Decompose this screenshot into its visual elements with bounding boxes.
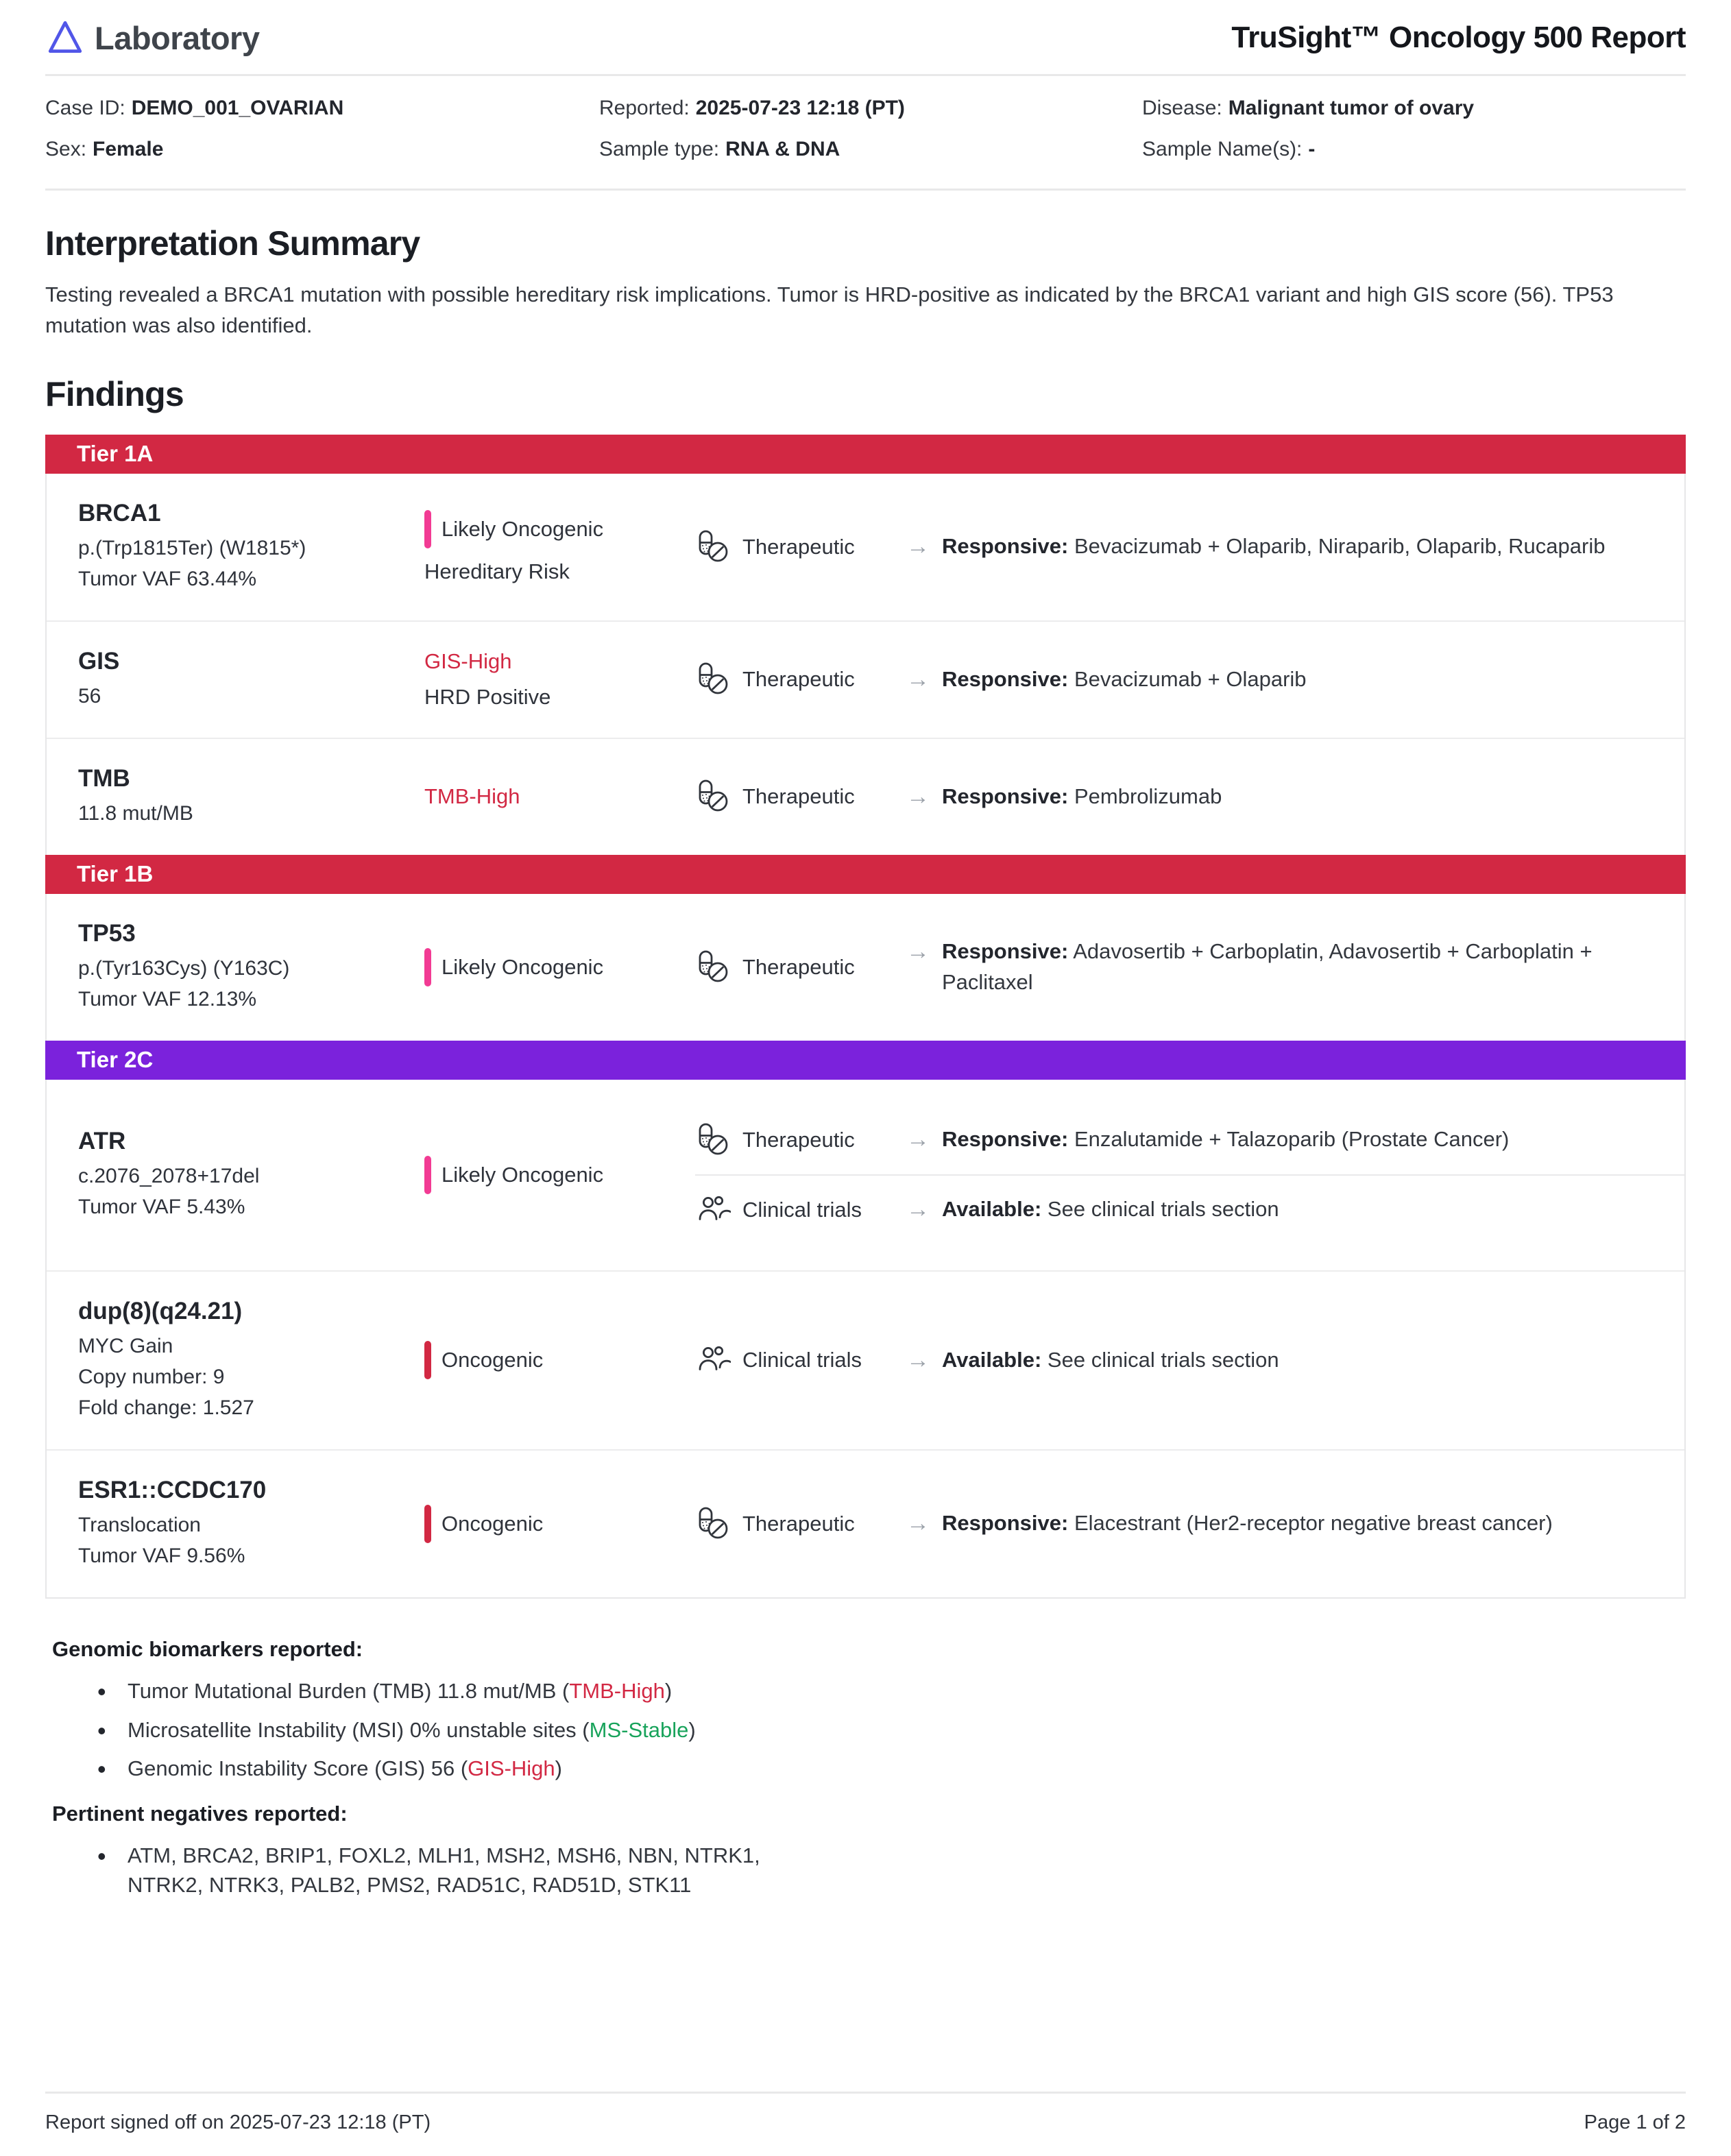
case-field — [1142, 138, 1686, 161]
finding-row — [47, 738, 1684, 855]
classification-label: Oncogenic — [441, 1511, 544, 1536]
pills-icon — [695, 529, 731, 565]
biomarker-suffix: ) — [555, 1756, 562, 1781]
case-field-value: 2025-07-23 12:18 (PT) — [695, 97, 905, 119]
action-item — [695, 1106, 1684, 1174]
action-head — [695, 949, 906, 985]
findings-table — [45, 435, 1686, 1599]
actions-cell — [695, 1342, 1684, 1378]
action-item — [695, 529, 1684, 565]
negatives-list — [45, 1841, 1686, 1900]
action-result-text: Responsive: Pembrolizumab — [942, 784, 1222, 808]
classification-line — [424, 1505, 695, 1543]
case-field-value: - — [1308, 138, 1316, 160]
case-field-label: Sample type: — [599, 138, 720, 160]
classification-line — [424, 649, 695, 674]
finding-row — [47, 1449, 1684, 1597]
pills-icon — [695, 949, 731, 985]
action-result-text: Responsive: Elacestrant (Her2-receptor negative breast cancer) — [942, 1511, 1553, 1536]
gene-name: TMB — [78, 764, 130, 792]
classification-bar — [424, 1505, 431, 1543]
interpretation-title: Interpretation Summary — [45, 224, 420, 263]
arrow-icon: → — [906, 1346, 930, 1373]
biomarker-text: Genomic Instability Score (GIS) 56 ( — [128, 1756, 468, 1781]
lab-logo — [45, 18, 260, 58]
gene-detail: Tumor VAF 12.13% — [78, 987, 257, 1010]
classification-cell — [424, 510, 695, 584]
gene-name: ESR1::CCDC170 — [78, 1476, 267, 1503]
case-field — [45, 138, 599, 161]
case-field-value: DEMO_001_OVARIAN — [131, 97, 344, 119]
action-result-text: Available: See clinical trials section — [942, 1197, 1279, 1222]
action-item — [695, 936, 1684, 998]
finding-row — [47, 894, 1684, 1041]
classification-line — [424, 948, 695, 986]
gene-detail: Tumor VAF 9.56% — [78, 1544, 245, 1567]
classification-label: Likely Oncogenic — [441, 954, 604, 979]
finding-row — [47, 474, 1684, 620]
action-result-text: Responsive: Adavosertib + Carboplatin, Adavosertib + Carboplatin + Paclitaxel — [942, 938, 1593, 994]
classification-line — [424, 1156, 695, 1194]
pills-icon — [695, 1506, 731, 1542]
gene-detail: p.(Tyr163Cys) (Y163C) — [78, 956, 290, 980]
action-head — [695, 1342, 906, 1378]
action-label: Therapeutic — [742, 667, 855, 692]
status-badge: MS-Stable — [589, 1717, 689, 1742]
action-item — [695, 1506, 1684, 1542]
biomarker-text: Tumor Mutational Burden (TMB) 11.8 mut/MB ( — [128, 1678, 570, 1703]
gene-cell — [47, 765, 424, 829]
action-result — [906, 936, 1684, 998]
logo-text: Laboratory — [95, 19, 260, 56]
actions-cell — [695, 529, 1684, 565]
classification-cell — [424, 649, 695, 710]
action-label: Therapeutic — [742, 784, 855, 809]
case-field-label: Sample Name(s): — [1142, 138, 1303, 160]
classification-cell — [424, 1505, 695, 1543]
arrow-icon: → — [906, 666, 930, 692]
status-badge: GIS-High — [468, 1756, 555, 1781]
classification-bar — [424, 1341, 431, 1379]
case-field-value: RNA & DNA — [725, 138, 840, 160]
classification-cell — [424, 1341, 695, 1379]
action-result — [906, 664, 1684, 695]
classification-extra: Hereditary Risk — [424, 559, 570, 583]
action-result-text: Available: See clinical trials section — [942, 1347, 1279, 1372]
finding-row — [47, 1080, 1684, 1270]
tier-header: Tier 1A — [45, 435, 1686, 474]
gene-cell — [47, 1477, 424, 1571]
action-label: Clinical trials — [742, 1197, 862, 1222]
arrow-icon: → — [906, 1126, 930, 1153]
biomarker-item — [45, 1754, 1686, 1784]
action-result — [906, 1124, 1684, 1155]
action-result — [906, 1194, 1684, 1225]
arrow-icon: → — [906, 783, 930, 810]
action-item — [695, 779, 1684, 814]
classification-label: Likely Oncogenic — [441, 516, 604, 541]
classification-bar — [424, 1156, 431, 1194]
action-item — [695, 1342, 1684, 1378]
case-field-label: Disease: — [1142, 97, 1222, 119]
classification-label: Likely Oncogenic — [441, 1162, 604, 1187]
case-field-value: Female — [93, 138, 164, 160]
gene-name: TP53 — [78, 919, 136, 947]
interpretation-body: Testing revealed a BRCA1 mutation with possible hereditary risk implications. Tumor is HRD-positive as indicated by the BRCA1 variant and high GIS score (56). TP53 mutation was also identified. — [45, 282, 1614, 337]
actions-cell — [695, 936, 1684, 998]
negatives-title: Pertinent negatives reported: — [52, 1802, 348, 1826]
pills-icon — [695, 1122, 731, 1158]
action-result — [906, 782, 1684, 812]
gene-detail: 56 — [78, 684, 101, 707]
arrow-icon: → — [906, 938, 930, 965]
biomarker-text: Microsatellite Instability (MSI) 0% unstable sites ( — [128, 1717, 590, 1742]
gene-name: dup(8)(q24.21) — [78, 1297, 243, 1324]
tier-header: Tier 2C — [45, 1041, 1686, 1080]
action-label: Therapeutic — [742, 534, 855, 559]
action-head — [695, 1122, 906, 1158]
action-head — [695, 1192, 906, 1228]
classification-label: TMB-High — [424, 784, 520, 809]
gene-name: ATR — [78, 1127, 126, 1154]
report-title: TruSight™ Oncology 500 Report — [1231, 21, 1686, 54]
biomarker-suffix: ) — [688, 1717, 696, 1742]
page-number: Page 1 of 2 — [1584, 2111, 1686, 2133]
classification-bar — [424, 510, 431, 548]
case-field-label: Sex: — [45, 138, 87, 160]
case-field — [45, 97, 599, 120]
actions-cell — [695, 1506, 1684, 1542]
arrow-icon: → — [906, 1510, 930, 1537]
negatives-item: • ATM, BRCA2, BRIP1, FOXL2, MLH1, MSH2, MSH6, NBN, NTRK1, NTRK2, NTRK3, PALB2, PMS2, RAD51C, RAD51D, STK11 — [45, 1841, 820, 1900]
gene-detail: MYC Gain — [78, 1334, 173, 1357]
action-result — [906, 1508, 1684, 1539]
biomarker-item — [45, 1677, 1686, 1706]
arrow-icon: → — [906, 533, 930, 560]
action-label: Therapeutic — [742, 954, 855, 979]
gene-detail: Translocation — [78, 1513, 201, 1536]
arrow-icon: → — [906, 1196, 930, 1223]
action-head — [695, 662, 906, 697]
triangle-icon — [45, 18, 85, 58]
gene-detail: 11.8 mut/MB — [78, 801, 193, 825]
gene-name: BRCA1 — [78, 499, 161, 526]
case-field-value: Malignant tumor of ovary — [1228, 97, 1475, 119]
classification-label: GIS-High — [424, 649, 512, 674]
action-head — [695, 779, 906, 814]
pills-icon — [695, 779, 731, 814]
gene-detail: Fold change: 1.527 — [78, 1396, 254, 1419]
classification-cell — [424, 1156, 695, 1194]
action-item — [695, 1174, 1684, 1244]
actions-cell — [695, 1106, 1684, 1244]
report-header — [45, 0, 1686, 76]
case-field — [599, 138, 1142, 161]
classification-line — [424, 784, 695, 809]
gene-detail: c.2076_2078+17del — [78, 1164, 260, 1187]
case-field-label: Case ID: — [45, 97, 125, 119]
tier-header: Tier 1B — [45, 855, 1686, 894]
gene-detail: Copy number: 9 — [78, 1365, 225, 1388]
action-label: Therapeutic — [742, 1511, 855, 1536]
case-field-label: Reported: — [599, 97, 690, 119]
action-result-text: Responsive: Bevacizumab + Olaparib — [942, 666, 1307, 691]
gene-cell — [47, 920, 424, 1015]
case-field — [599, 97, 1142, 120]
action-result-text: Responsive: Bevacizumab + Olaparib, Niraparib, Olaparib, Rucaparib — [942, 534, 1606, 559]
signoff-text: Report signed off on 2025-07-23 12:18 (PT) — [45, 2111, 431, 2133]
finding-row — [47, 620, 1684, 738]
action-head — [695, 529, 906, 565]
pills-icon — [695, 662, 731, 697]
classification-cell — [424, 948, 695, 986]
classification-line — [424, 1341, 695, 1379]
gene-detail: Tumor VAF 5.43% — [78, 1195, 245, 1218]
classification-bar — [424, 948, 431, 986]
gene-name: GIS — [78, 647, 120, 675]
case-info — [45, 76, 1686, 191]
action-result-text: Responsive: Enzalutamide + Talazoparib (Prostate Cancer) — [942, 1127, 1510, 1152]
action-head — [695, 1506, 906, 1542]
actions-cell — [695, 662, 1684, 697]
gene-cell — [47, 1298, 424, 1423]
classification-label: Oncogenic — [441, 1348, 544, 1372]
gene-cell — [47, 1128, 424, 1222]
people-icon — [695, 1192, 731, 1228]
status-badge: TMB-High — [569, 1678, 665, 1703]
classification-extra: HRD Positive — [424, 685, 551, 710]
gene-cell — [47, 648, 424, 712]
gene-cell — [47, 500, 424, 594]
action-label: Therapeutic — [742, 1127, 855, 1152]
biomarker-suffix: ) — [664, 1678, 673, 1703]
findings-title: Findings — [45, 374, 184, 413]
classification-line — [424, 510, 695, 548]
biomarker-item — [45, 1716, 1686, 1745]
gene-detail: Tumor VAF 63.44% — [78, 567, 257, 590]
case-field — [1142, 97, 1686, 120]
classification-cell — [424, 784, 695, 809]
biomarkers-title: Genomic biomarkers reported: — [52, 1636, 363, 1661]
action-label: Clinical trials — [742, 1348, 862, 1372]
gene-detail: p.(Trp1815Ter) (W1815*) — [78, 536, 306, 559]
biomarkers-list — [45, 1677, 1686, 1784]
action-result — [906, 1345, 1684, 1376]
finding-row — [47, 1270, 1684, 1449]
people-icon — [695, 1342, 731, 1378]
actions-cell — [695, 779, 1684, 814]
report-footer — [45, 2092, 1686, 2156]
action-item — [695, 662, 1684, 697]
action-result — [906, 531, 1684, 562]
